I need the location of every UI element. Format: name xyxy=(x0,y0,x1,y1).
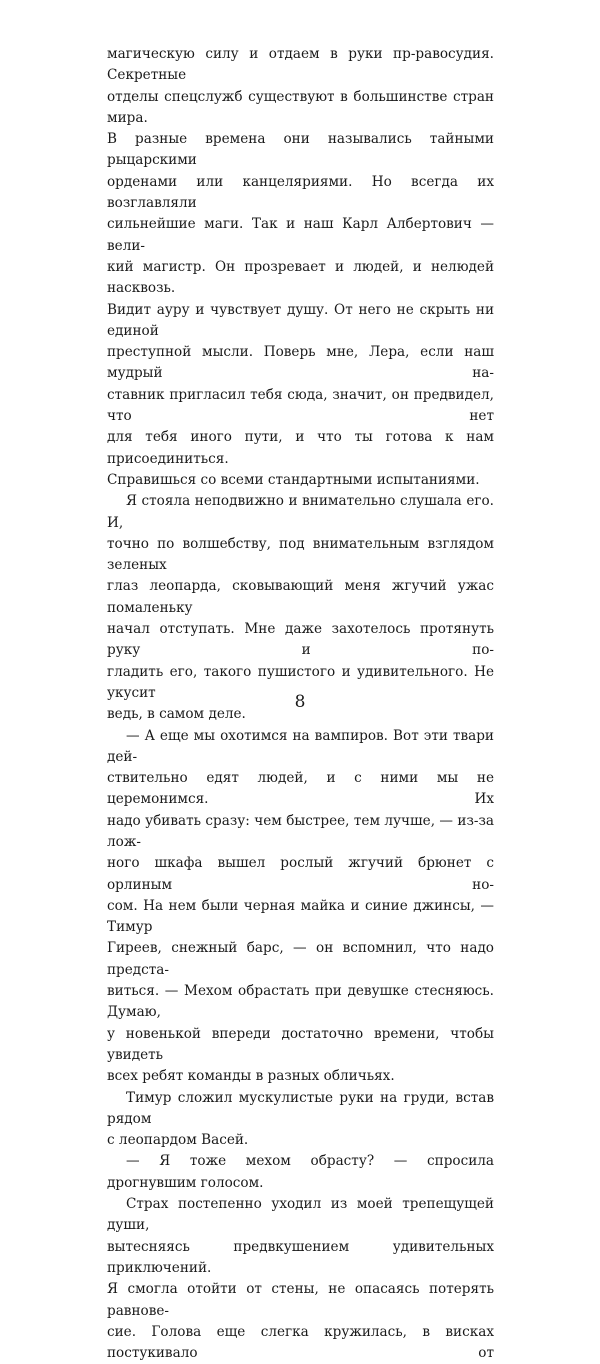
paragraph-6 xyxy=(107,1194,494,1364)
page-number: 8 xyxy=(294,692,306,712)
paragraph-1 xyxy=(107,44,494,491)
paragraph-line: надо убивать сразу: чем быстрее, тем лучше, — из-за лож- xyxy=(107,812,494,850)
paragraph-2 xyxy=(107,491,494,725)
paragraph-line: преступной мысли. Поверь мне, Лера, если наш мудрый на- xyxy=(107,344,494,382)
paragraph-line: всех ребят команды в разных обличьях. xyxy=(107,1068,395,1085)
paragraph-line: Я смогла отойти от стены, не опасаясь потерять равнове- xyxy=(107,1281,494,1319)
paragraph-line: ного шкафа вышел рослый жгучий брюнет с орлиным но- xyxy=(107,855,494,893)
paragraph-line: гладить его, такого пушистого и удивительного. Не укусит xyxy=(107,663,494,701)
paragraph-line: у новенькой впереди достаточно времени, чтобы увидеть xyxy=(107,1025,494,1063)
paragraph-line: Видит ауру и чувствует душу. От него не скрыть ни единой xyxy=(107,301,494,339)
paragraph-line: виться. — Мехом обрастать при девушке стесняюсь. Думаю, xyxy=(107,983,494,1021)
paragraph-line: сие. Голова еще слегка кружилась, в висках постукивало от xyxy=(107,1323,494,1362)
paragraph-line: начал отступать. Мне даже захотелось протянуть руку и по- xyxy=(107,621,494,659)
paragraph-line: Я стояла неподвижно и внимательно слушала его. И, xyxy=(107,493,494,531)
paragraph-line: — А еще мы охотимся на вампиров. Вот эти твари дей- xyxy=(107,727,494,765)
paragraph-line: орденами или канцеляриями. Но всегда их возглавляли xyxy=(107,173,494,212)
paragraph-line: магическую силу и отдаем в руки пр-равосудия. Секретные xyxy=(107,46,494,84)
paragraph-line: Гиреев, снежный барс, — он вспомнил, что надо предста- xyxy=(107,940,494,978)
paragraph-line: точно по волшебству, под внимательным взглядом зеленых xyxy=(107,535,494,574)
paragraph-line: с леопардом Васей. xyxy=(107,1132,249,1149)
paragraph-line: сильнейшие маги. Так и наш Карл Албертович — вели- xyxy=(107,216,494,254)
paragraph-line: Тимур сложил мускулистые руки на груди, встав рядом xyxy=(107,1089,494,1127)
paragraph-5 xyxy=(107,1151,494,1194)
paragraph-line: кий магистр. Он прозревает и людей, и нелюдей насквозь. xyxy=(107,258,494,297)
paragraph-line: В разные времена они назывались тайными рыцарскими xyxy=(107,131,494,169)
paragraph-line: для тебя иного пути, и что ты готова к нам присоединиться. xyxy=(107,429,494,467)
paragraph-3 xyxy=(107,726,494,1088)
paragraph-line: Страх постепенно уходил из моей трепещущей души, xyxy=(107,1196,494,1234)
paragraph-line: глаз леопарда, сковывающий меня жгучий ужас помаленьку xyxy=(107,578,494,616)
paragraph-line: ведь, в самом деле. xyxy=(107,706,246,723)
paragraph-4 xyxy=(107,1088,494,1152)
paragraph-line: Справишься со всеми стандартными испытаниями. xyxy=(107,471,480,488)
paragraph-line: ствительно едят людей, и с ними мы не церемонимся. Их xyxy=(107,770,494,808)
paragraph-line: сом. На нем были черная майка и синие джинсы, — Тимур xyxy=(107,897,494,936)
paragraph-line: вытесняясь предвкушением удивительных приключений. xyxy=(107,1238,494,1276)
paragraph-line: ставник пригласил тебя сюда, значит, он предвидел, что нет xyxy=(107,386,494,425)
paragraph-line: — Я тоже мехом обрасту? — спросила дрогнувшим голосом. xyxy=(107,1153,494,1191)
paragraph-line: отделы спецслужб существуют в большинстве стран мира. xyxy=(107,88,494,126)
